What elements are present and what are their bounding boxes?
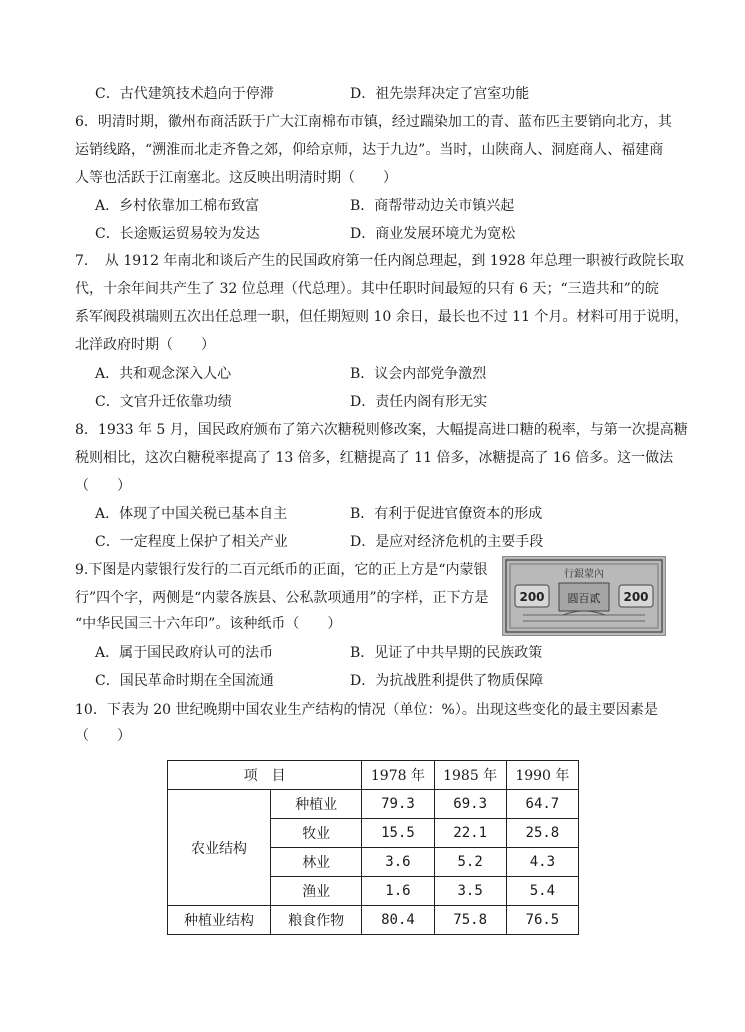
q8-option-c: C．一定程度上保护了相关产业 (95, 534, 288, 550)
q10-stem-line-2: （ ） (75, 728, 131, 744)
banknote-image (502, 556, 666, 636)
q8-option-b: B．有利于促进官僚资本的形成 (350, 506, 543, 522)
row-label: 牧业 (271, 819, 362, 848)
q6-stem-line-2: 运销线路，“溯淮而北走齐鲁之郊，仰给京师，达于九边”。当时，山陕商人、洞庭商人、福建商 (75, 142, 664, 158)
cell-value: 22.1 (434, 819, 506, 848)
cell-value: 4.3 (506, 848, 578, 877)
q10-stem-line-1: 10．下表为 20 世纪晚期中国农业生产结构的情况（单位：%）。出现这些变化的最主要因素是 (75, 702, 658, 718)
row-label: 种植业 (271, 790, 362, 819)
header-year-1990: 1990 年 (506, 761, 578, 790)
cell-value: 15.5 (362, 819, 434, 848)
table-header-row (168, 761, 579, 790)
table-row (168, 906, 579, 935)
agriculture-structure-table (167, 760, 579, 935)
q9-option-b: B．见证了中共早期的民族政策 (350, 645, 543, 661)
q6-stem-line-1: 6．明清时期，徽州布商活跃于广大江南棉布市镇，经过踹染加工的青、蓝布匹主要销向北方，其 (75, 114, 672, 130)
q9-option-a: A．属于国民政府认可的法币 (95, 645, 274, 661)
cell-value: 69.3 (434, 790, 506, 819)
q6-option-b: B．商帮带动边关市镇兴起 (350, 198, 515, 214)
q7-option-a: A．共和观念深入人心 (95, 366, 232, 382)
q8-stem-line-1: 8．1933 年 5 月，国民政府颁布了第六次糖税则修改案，大幅提高进口糖的税率，与第一次提高糖 (75, 422, 688, 438)
q5-option-d: D．祖先崇拜决定了宫室功能 (350, 86, 530, 102)
q9-stem-line-1: 9.下图是内蒙银行发行的二百元纸币的正面，它的正上方是“内蒙银 (75, 562, 488, 578)
cell-value: 25.8 (506, 819, 578, 848)
table-row (168, 790, 579, 819)
q9-option-c: C．国民革命时期在全国流通 (95, 673, 274, 689)
row-label: 林业 (271, 848, 362, 877)
q6-stem-line-3: 人等也活跃于江南塞北。这反映出明清时期（ ） (75, 170, 397, 186)
cell-value: 75.8 (434, 906, 506, 935)
cell-value: 5.4 (506, 877, 578, 906)
header-year-1978: 1978 年 (362, 761, 434, 790)
cell-value: 64.7 (506, 790, 578, 819)
cell-value: 76.5 (506, 906, 578, 935)
q5-option-c: C．古代建筑技术趋向于停滞 (95, 86, 274, 102)
q8-option-a: A．体现了中国关税已基本自主 (95, 506, 288, 522)
group-agriculture-structure: 农业结构 (168, 790, 271, 906)
q9-stem-line-3: “中华民国三十六年印”。该种纸币（ ） (75, 616, 342, 632)
q8-stem-line-2: 税则相比，这次白糖税率提高了 13 倍多，红糖提高了 11 倍多，冰糖提高了 16 倍多。这一做法 (75, 450, 674, 466)
q7-stem-line-4: 北洋政府时期（ ） (75, 337, 215, 353)
q6-option-a: A．乡村依靠加工棉布致富 (95, 198, 260, 214)
q7-stem-line-2: 代，十余年间共产生了 32 位总理（代总理）。其中任职时间最短的只有 6 天；“三造共和”的皖 (75, 281, 659, 297)
cell-value: 80.4 (362, 906, 434, 935)
q7-option-c: C．文官升迁依靠功绩 (95, 394, 232, 410)
q7-stem-line-3: 系军阀段祺瑞则五次出任总理一职，但任期短则 10 余日，最长也不过 11 个月。材料可用于说明， (75, 309, 689, 325)
cell-value: 79.3 (362, 790, 434, 819)
cell-value: 3.6 (362, 848, 434, 877)
q6-option-d: D．商业发展环境尤为宽松 (350, 226, 516, 242)
banknote-center-text: 圓百貳 (567, 592, 601, 605)
cell-value: 1.6 (362, 877, 434, 906)
row-label: 粮食作物 (271, 906, 362, 935)
banknote-top-text: 行銀蒙內 (564, 569, 604, 580)
banknote-left-value: 200 (519, 590, 545, 604)
q8-option-d: D．是应对经济危机的主要手段 (350, 534, 544, 550)
q8-stem-line-3: （ ） (75, 478, 131, 494)
header-item: 项 目 (168, 761, 362, 790)
q9-option-d: D．为抗战胜利提供了物质保障 (350, 673, 544, 689)
q7-option-d: D．责任内阁有形无实 (350, 394, 488, 410)
banknote-right-value: 200 (623, 590, 649, 604)
header-year-1985: 1985 年 (434, 761, 506, 790)
row-label: 渔业 (271, 877, 362, 906)
group-planting-structure: 种植业结构 (168, 906, 271, 935)
q7-stem-line-1: 7． 从 1912 年南北和谈后产生的民国政府第一任内阁总理起，到 1928 年总理一职被行政院长取 (75, 253, 684, 269)
q9-stem-line-2: 行”四个字，两侧是“内蒙各族县、公私款项通用”的字样，正下方是 (75, 590, 489, 606)
q6-option-c: C．长途贩运贸易较为发达 (95, 226, 260, 242)
cell-value: 5.2 (434, 848, 506, 877)
q7-option-b: B．议会内部党争激烈 (350, 366, 487, 382)
cell-value: 3.5 (434, 877, 506, 906)
